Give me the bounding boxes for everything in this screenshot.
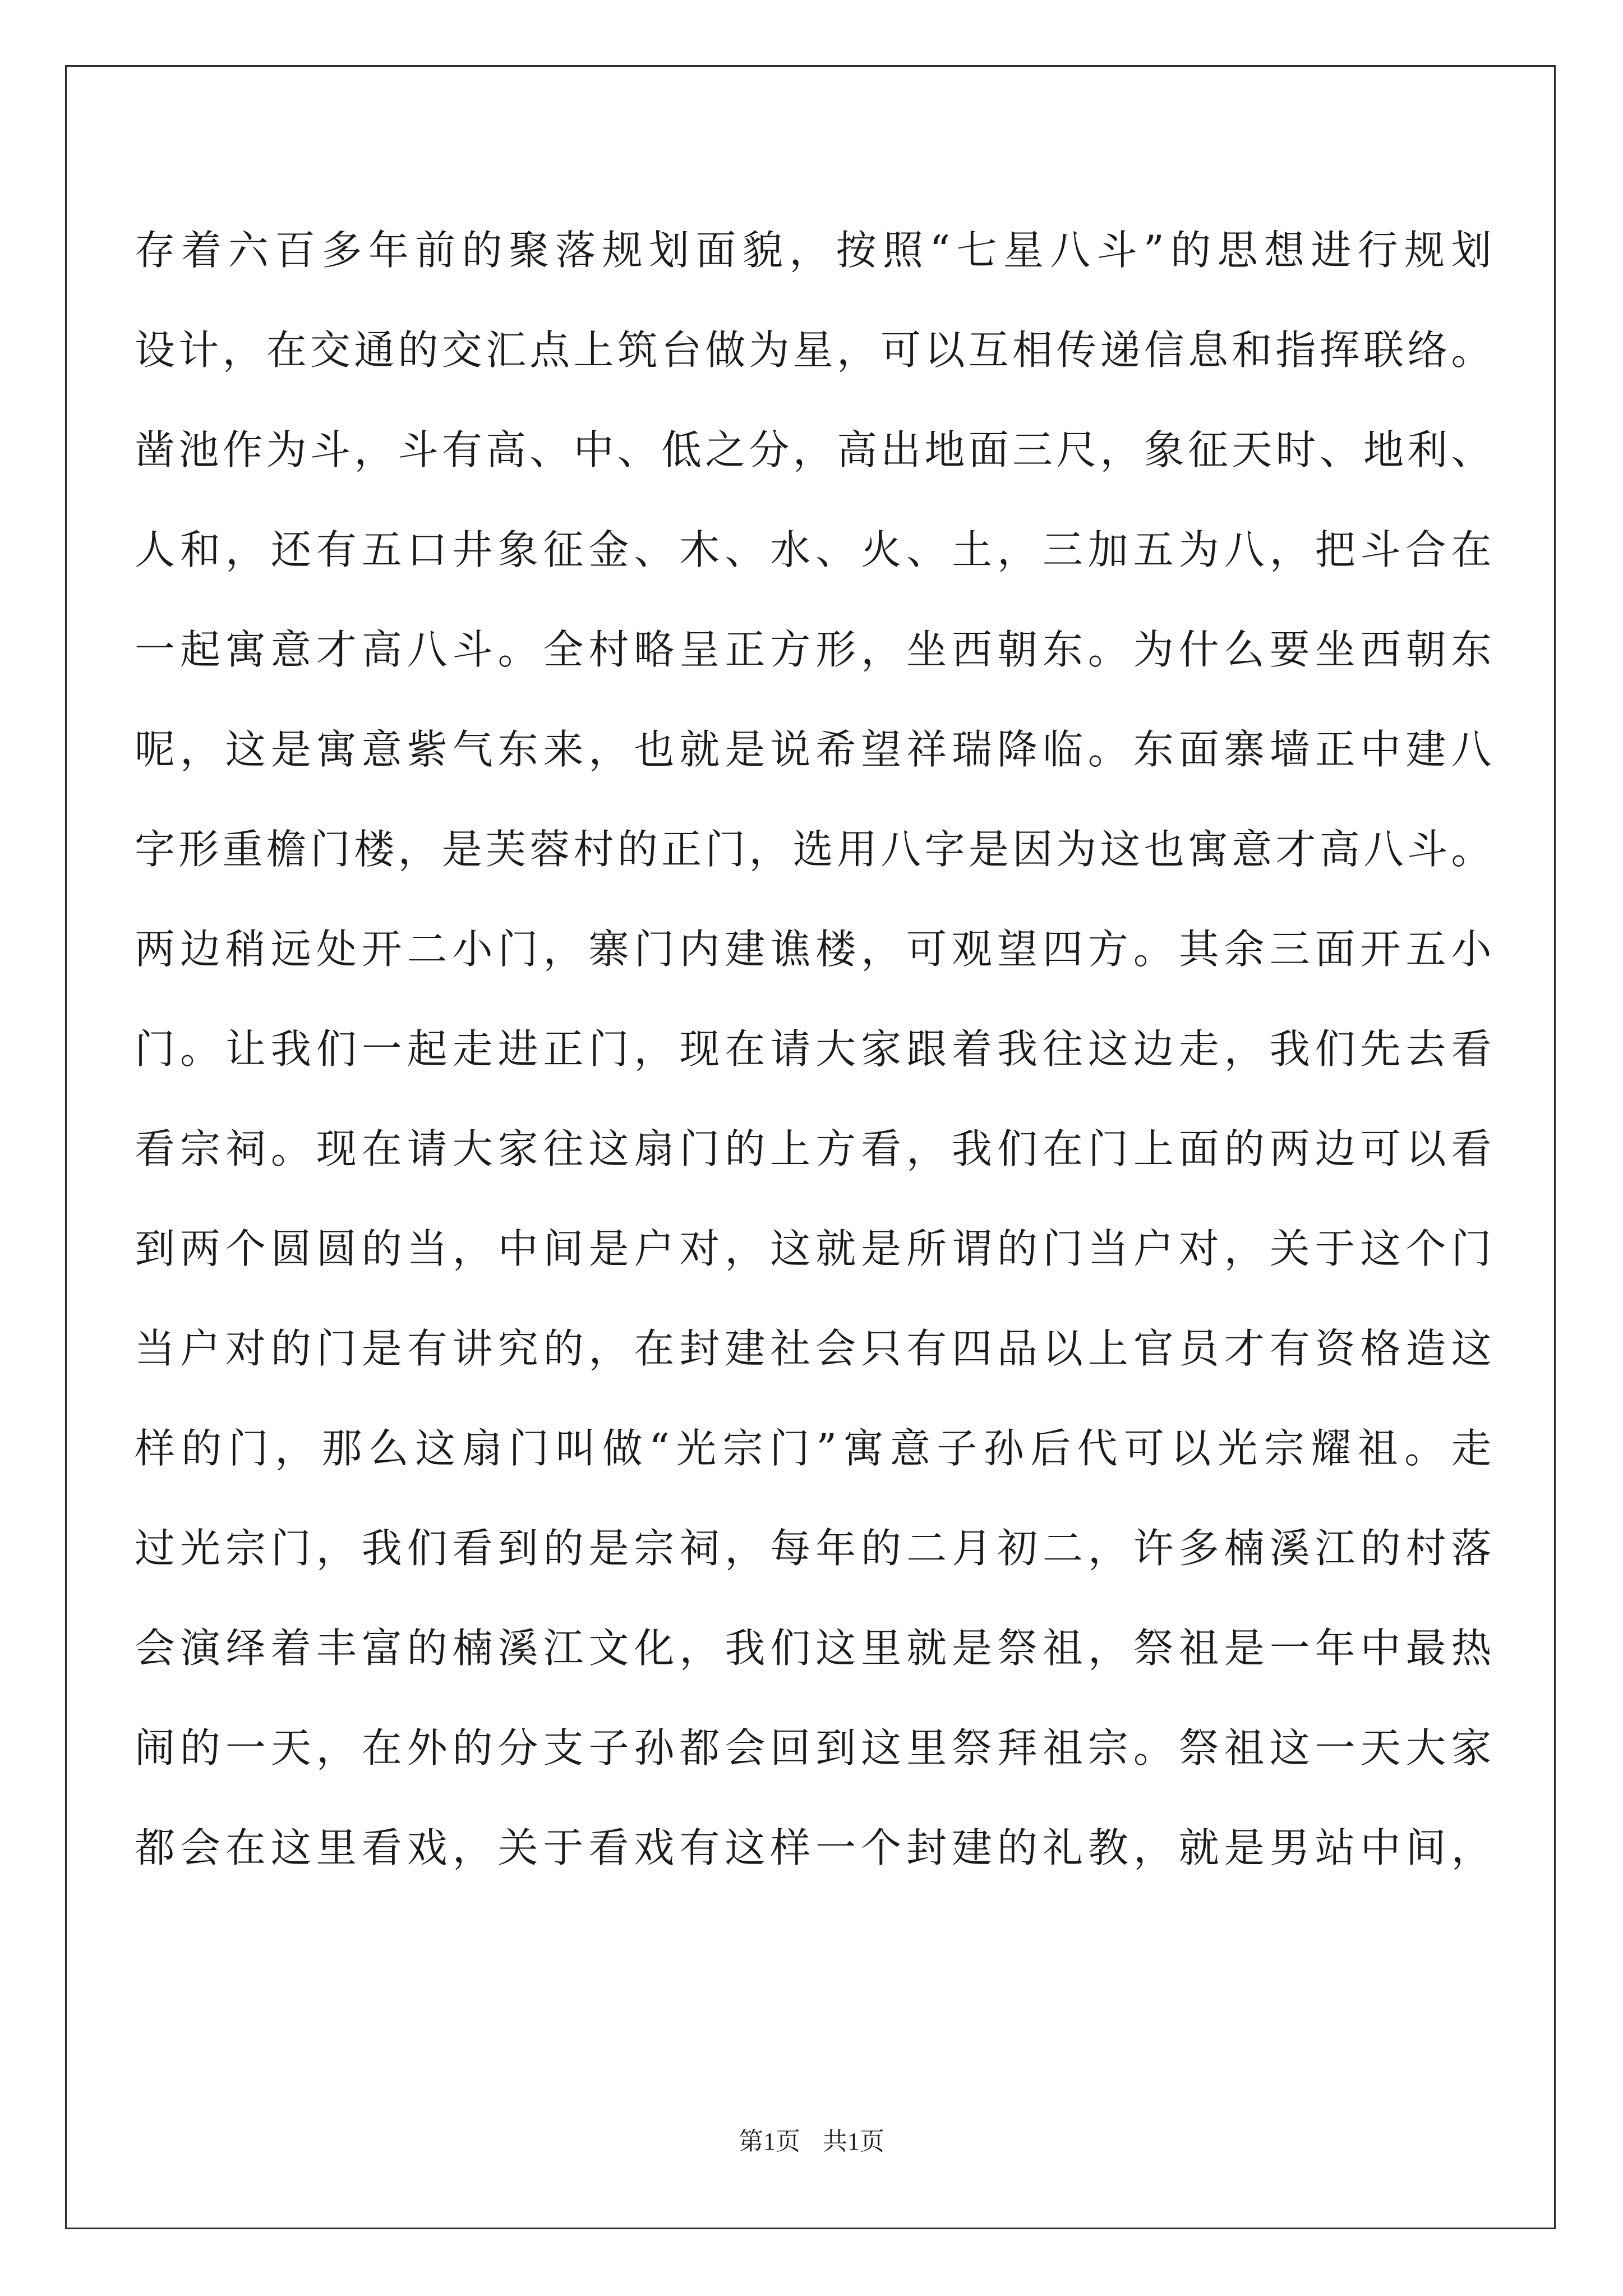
text-line: 当户对的门是有讲究的，在封建社会只有四品以上官员才有资格造这 (135, 1325, 1497, 1372)
text-line: 设计，在交通的交汇点上筑台做为星，可以互相传递信息和指挥联络。 (135, 326, 1495, 374)
text-line: 一起寓意才高八斗。全村略呈正方形，坐西朝东。为什么要坐西朝东 (135, 626, 1497, 673)
text-line: 闹的一天，在外的分支子孙都会回到这里祭拜祖宗。祭祖这一天大家 (135, 1724, 1497, 1772)
page-footer (0, 2126, 1623, 2157)
text-line: 呢，这是寓意紫气东来，也就是说希望祥瑞降临。东面寨墙正中建八 (135, 726, 1497, 773)
text-line: 存着六百多年前的聚落规划面貌，按照“七星八斗”的思想进行规划 (135, 227, 1498, 274)
text-line: 到两个圆圆的当，中间是户对，这就是所谓的门当户对，关于这个门 (135, 1225, 1497, 1272)
text-line: 会演绎着丰富的楠溪江文化，我们这里就是祭祖，祭祖是一年中最热 (135, 1625, 1497, 1672)
text-line: 过光宗门，我们看到的是宗祠，每年的二月初二，许多楠溪江的村落 (135, 1525, 1497, 1572)
page-number: 第1页 (739, 2128, 800, 2155)
text-line: 字形重檐门楼，是芙蓉村的正门，选用八字是因为这也寓意才高八斗。 (135, 826, 1495, 873)
text-line: 都会在这里看戏，关于看戏有这样一个封建的礼教，就是男站中间， (135, 1824, 1497, 1871)
page-total: 共1页 (823, 2128, 884, 2155)
text-line: 人和，还有五口井象征金、木、水、火、土，三加五为八，把斗合在 (135, 526, 1497, 573)
text-line: 看宗祠。现在请大家往这扇门的上方看，我们在门上面的两边可以看 (135, 1125, 1497, 1172)
text-line: 门。让我们一起走进正门，现在请大家跟着我往这边走，我们先去看 (135, 1025, 1497, 1073)
text-line: 样的门，那么这扇门叫做“光宗门”寓意子孙后代可以光宗耀祖。走 (135, 1425, 1498, 1472)
text-line: 两边稍远处开二小门，寨门内建谯楼，可观望四方。其余三面开五小 (135, 926, 1497, 973)
text-line: 凿池作为斗，斗有高、中、低之分，高出地面三尺，象征天时、地利、 (135, 426, 1495, 473)
